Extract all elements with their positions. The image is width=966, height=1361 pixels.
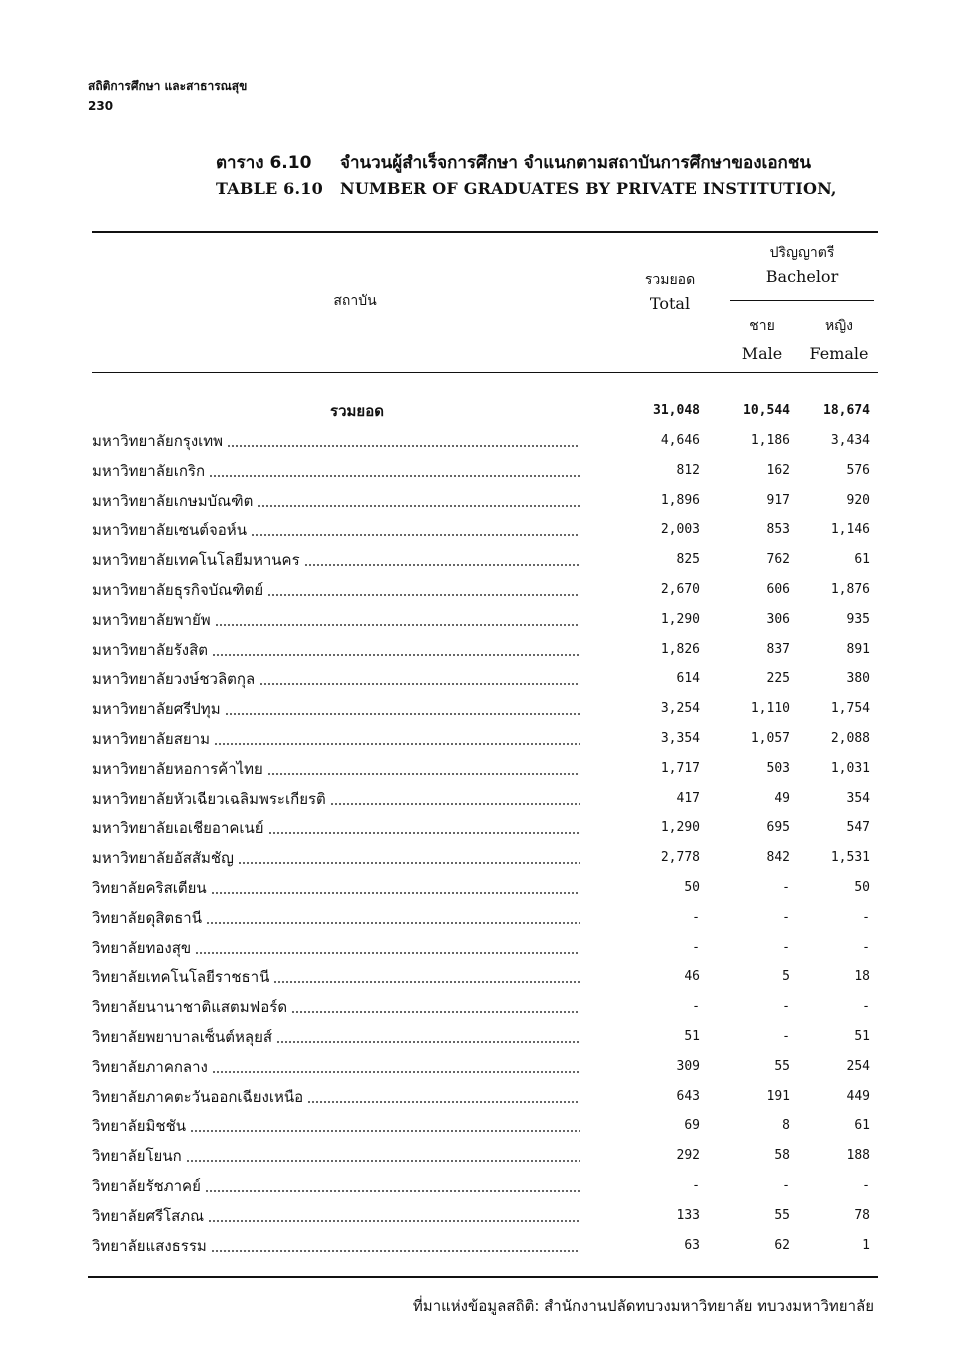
dot-leader bbox=[307, 1101, 580, 1103]
total-header bbox=[620, 268, 720, 316]
institution-name bbox=[92, 456, 580, 486]
table-row bbox=[0, 724, 966, 754]
female-cell: 18 bbox=[854, 969, 870, 985]
running-title: สถิติการศึกษา และสาธารณสุข bbox=[88, 79, 248, 93]
bachelor-underline-rule bbox=[730, 300, 874, 301]
institution-name-text: วิทยาลัยทองสุข bbox=[92, 938, 192, 957]
page-number: 230 bbox=[88, 99, 114, 113]
total-header-thai: รวมยอด bbox=[644, 272, 696, 288]
total-cell: 417 bbox=[676, 790, 700, 806]
institution-name-text: วิทยาลัยดุสิตธานี bbox=[92, 908, 202, 927]
total-header-english: Total bbox=[649, 294, 691, 313]
female-header-english: Female bbox=[809, 344, 869, 363]
institution-name-text: วิทยาลัยมิชชัน bbox=[92, 1117, 187, 1136]
dot-leader bbox=[195, 952, 580, 954]
male-header-thai: ชาย bbox=[749, 318, 775, 334]
female-cell: 1,146 bbox=[830, 522, 870, 538]
table-row bbox=[0, 873, 966, 903]
female-cell: 935 bbox=[846, 611, 870, 627]
institution-name-text: วิทยาลัยโยนก bbox=[92, 1147, 182, 1166]
total-cell: 133 bbox=[676, 1207, 700, 1223]
title-english bbox=[216, 176, 896, 202]
bachelor-header-thai: ปริญญาตรี bbox=[769, 245, 835, 261]
institution-name-text: มหาวิทยาลัยเซนต์จอห์น bbox=[92, 521, 247, 540]
total-cell: 2,003 bbox=[660, 522, 700, 538]
table-row bbox=[0, 694, 966, 724]
total-cell: 2,778 bbox=[660, 850, 700, 866]
female-cell: 1,031 bbox=[830, 760, 870, 776]
total-cell: - bbox=[692, 1178, 700, 1193]
title-thai-text: จำนวนผู้สำเร็จการศึกษา จำแนกตามสถาบันการศึกษาของเอกชน bbox=[340, 153, 812, 173]
male-cell: 49 bbox=[774, 790, 790, 806]
institution-name bbox=[92, 843, 580, 873]
total-row-male: 10,544 bbox=[743, 403, 790, 418]
female-cell: 380 bbox=[846, 671, 870, 687]
bachelor-header-english: Bachelor bbox=[765, 267, 839, 286]
institution-name bbox=[92, 486, 580, 516]
dot-leader bbox=[206, 922, 580, 924]
institution-name-text: มหาวิทยาลัยศรีปทุม bbox=[92, 700, 221, 719]
male-cell: 1,057 bbox=[750, 731, 790, 746]
total-cell: 3,354 bbox=[660, 731, 700, 746]
dot-leader bbox=[215, 624, 580, 626]
female-cell: 1,531 bbox=[830, 850, 870, 866]
total-cell: 1,290 bbox=[660, 611, 700, 627]
male-cell: 837 bbox=[766, 641, 790, 657]
total-cell: 643 bbox=[676, 1088, 700, 1104]
total-cell: 69 bbox=[684, 1118, 700, 1134]
male-cell: 503 bbox=[766, 760, 790, 776]
table-bottom-rule bbox=[88, 1276, 878, 1278]
title-thai bbox=[216, 150, 896, 176]
institution-name bbox=[92, 784, 580, 814]
dot-leader bbox=[211, 892, 580, 894]
dot-leader bbox=[291, 1011, 580, 1013]
table-row bbox=[0, 426, 966, 456]
institution-name-text: มหาวิทยาลัยวงษ์ชวลิตกุล bbox=[92, 670, 256, 689]
total-cell: 825 bbox=[676, 552, 700, 568]
institution-name bbox=[92, 575, 580, 605]
institution-name bbox=[92, 694, 580, 724]
institution-name bbox=[92, 873, 580, 903]
total-cell: 812 bbox=[676, 462, 700, 478]
institution-name bbox=[92, 1201, 580, 1231]
table-row bbox=[0, 1022, 966, 1052]
dot-leader bbox=[225, 713, 580, 715]
male-cell: 1,110 bbox=[750, 701, 790, 717]
table-title bbox=[216, 150, 896, 202]
female-cell: - bbox=[862, 909, 870, 925]
table-row bbox=[0, 1231, 966, 1261]
female-cell: 78 bbox=[854, 1207, 870, 1223]
male-cell: 842 bbox=[766, 850, 790, 866]
institution-name bbox=[92, 426, 580, 456]
male-cell: 225 bbox=[766, 671, 790, 687]
table-label-thai: ตาราง 6.10 bbox=[216, 153, 312, 173]
female-cell: 920 bbox=[846, 492, 870, 508]
institution-header: สถาบัน bbox=[333, 293, 377, 309]
female-cell: 1 bbox=[862, 1237, 870, 1253]
male-cell: - bbox=[782, 999, 790, 1015]
male-cell: 1,186 bbox=[750, 433, 790, 448]
dot-leader bbox=[304, 564, 580, 566]
total-row bbox=[0, 396, 966, 426]
institution-name bbox=[92, 724, 580, 754]
institution-name bbox=[92, 1171, 580, 1201]
table-row bbox=[0, 575, 966, 605]
female-cell: 547 bbox=[846, 820, 870, 836]
male-header bbox=[728, 312, 796, 368]
institution-name-text: วิทยาลัยรัชภาคย์ bbox=[92, 1177, 201, 1195]
dot-leader bbox=[227, 445, 580, 447]
table-row bbox=[0, 1082, 966, 1112]
dot-leader bbox=[212, 654, 580, 656]
dot-leader bbox=[238, 862, 580, 864]
institution-name bbox=[92, 813, 580, 843]
male-cell: 55 bbox=[774, 1058, 790, 1074]
dot-leader bbox=[251, 534, 580, 536]
dot-leader bbox=[257, 505, 580, 507]
dot-leader bbox=[267, 594, 580, 596]
total-cell: 50 bbox=[684, 880, 700, 895]
institution-name bbox=[92, 992, 580, 1022]
institution-name bbox=[92, 1052, 580, 1082]
female-header-thai: หญิง bbox=[825, 318, 853, 334]
dot-leader bbox=[259, 683, 580, 685]
table-row bbox=[0, 933, 966, 963]
female-cell: 188 bbox=[846, 1148, 870, 1164]
female-cell: - bbox=[862, 999, 870, 1015]
institution-name bbox=[92, 1082, 580, 1112]
total-cell: 63 bbox=[684, 1237, 700, 1253]
male-cell: 8 bbox=[782, 1118, 790, 1134]
table-row bbox=[0, 1201, 966, 1231]
table-row bbox=[0, 486, 966, 516]
total-row-total: 31,048 bbox=[653, 403, 700, 418]
institution-name-text: มหาวิทยาลัยเอเชียอาคเนย์ bbox=[92, 819, 264, 838]
institution-name bbox=[92, 545, 580, 575]
total-cell: - bbox=[692, 939, 700, 955]
dot-leader bbox=[214, 743, 580, 745]
male-cell: 162 bbox=[766, 462, 790, 478]
institution-name bbox=[92, 933, 580, 963]
table-row bbox=[0, 813, 966, 843]
total-cell: 2,670 bbox=[660, 582, 700, 597]
total-cell: - bbox=[692, 999, 700, 1015]
total-row-label: รวมยอด bbox=[330, 402, 384, 420]
institution-name-text: มหาวิทยาลัยหอการค้าไทย bbox=[92, 759, 263, 778]
institution-name-text: มหาวิทยาลัยเทคโนโลยีมหานคร bbox=[92, 551, 300, 570]
female-cell: 61 bbox=[854, 1118, 870, 1134]
institution-name-text: มหาวิทยาลัยรังสิต bbox=[92, 640, 208, 659]
female-cell: 2,088 bbox=[830, 731, 870, 746]
table-row bbox=[0, 635, 966, 665]
total-cell: 46 bbox=[684, 969, 700, 985]
table-row bbox=[0, 456, 966, 486]
male-header-english: Male bbox=[741, 344, 783, 363]
male-cell: 695 bbox=[766, 820, 790, 836]
female-cell: - bbox=[862, 939, 870, 955]
female-cell: 50 bbox=[854, 880, 870, 895]
total-cell: 309 bbox=[676, 1058, 700, 1074]
female-cell: - bbox=[862, 1178, 870, 1193]
female-cell: 576 bbox=[846, 462, 870, 478]
institution-name-text: วิทยาลัยเทคโนโลยีราชธานี bbox=[92, 968, 270, 987]
dot-leader bbox=[276, 1041, 580, 1043]
male-cell: 191 bbox=[766, 1088, 790, 1104]
dot-leader bbox=[190, 1130, 580, 1132]
dot-leader bbox=[267, 773, 580, 775]
female-cell: 51 bbox=[854, 1029, 870, 1044]
male-cell: 58 bbox=[774, 1148, 790, 1164]
institution-name bbox=[92, 1022, 580, 1052]
institution-name-text: มหาวิทยาลัยหัวเฉียวเฉลิมพระเกียรติ bbox=[92, 789, 326, 808]
dot-leader bbox=[268, 832, 580, 834]
table-row bbox=[0, 605, 966, 635]
table-row bbox=[0, 664, 966, 694]
table-row bbox=[0, 843, 966, 873]
male-cell: - bbox=[782, 939, 790, 955]
total-cell: 1,717 bbox=[660, 760, 700, 776]
institution-name-text: มหาวิทยาลัยกรุงเทพ bbox=[92, 432, 224, 450]
male-cell: - bbox=[782, 880, 790, 895]
institution-name bbox=[92, 754, 580, 784]
institution-name bbox=[92, 605, 580, 635]
table-row bbox=[0, 1052, 966, 1082]
table-row bbox=[0, 754, 966, 784]
male-cell: 606 bbox=[766, 582, 790, 597]
female-cell: 3,434 bbox=[830, 433, 870, 448]
institution-name bbox=[92, 1231, 580, 1261]
institution-name-text: มหาวิทยาลัยเกษมบัณฑิต bbox=[92, 491, 254, 510]
male-cell: - bbox=[782, 1029, 790, 1044]
table-row bbox=[0, 962, 966, 992]
total-cell: 292 bbox=[676, 1148, 700, 1164]
institution-name bbox=[92, 1141, 580, 1171]
female-cell: 61 bbox=[854, 552, 870, 568]
total-cell: 1,290 bbox=[660, 820, 700, 836]
institution-name-text: มหาวิทยาลัยธุรกิจบัณฑิตย์ bbox=[92, 581, 264, 599]
dot-leader bbox=[208, 1220, 580, 1222]
institution-name-text: วิทยาลัยพยาบาลเซ็นต์หลุยส์ bbox=[92, 1028, 273, 1046]
institution-name-text: มหาวิทยาลัยพายัพ bbox=[92, 610, 211, 629]
table-row bbox=[0, 1111, 966, 1141]
dot-leader bbox=[186, 1160, 580, 1162]
total-cell: 1,896 bbox=[660, 492, 700, 508]
female-cell: 354 bbox=[846, 790, 870, 806]
institution-name-text: วิทยาลัยศรีโสภณ bbox=[92, 1206, 205, 1225]
dot-leader bbox=[205, 1190, 580, 1192]
table-row bbox=[0, 545, 966, 575]
male-cell: 306 bbox=[766, 611, 790, 627]
female-cell: 254 bbox=[846, 1058, 870, 1074]
female-cell: 891 bbox=[846, 641, 870, 657]
male-cell: 917 bbox=[766, 492, 790, 508]
male-cell: 853 bbox=[766, 522, 790, 538]
institution-name-text: วิทยาลัยคริสเตียน bbox=[92, 879, 207, 897]
total-cell: 1,826 bbox=[660, 641, 700, 657]
male-cell: 62 bbox=[774, 1237, 790, 1253]
dot-leader bbox=[273, 981, 580, 983]
table-label-english: TABLE 6.10 bbox=[216, 179, 323, 198]
institution-name-text: มหาวิทยาลัยเกริก bbox=[92, 461, 206, 480]
female-cell: 1,754 bbox=[830, 701, 870, 717]
dot-leader bbox=[212, 1071, 580, 1073]
male-cell: 55 bbox=[774, 1207, 790, 1223]
total-cell: - bbox=[692, 909, 700, 925]
institution-name-text: วิทยาลัยนานาชาติแสตมฟอร์ด bbox=[92, 998, 288, 1017]
title-english-text: NUMBER OF GRADUATES BY PRIVATE INSTITUTION, bbox=[340, 179, 837, 198]
dot-leader bbox=[211, 1250, 580, 1252]
table-row bbox=[0, 1171, 966, 1201]
table-row bbox=[0, 784, 966, 814]
male-cell: - bbox=[782, 909, 790, 925]
institution-name-text: วิทยาลัยภาคกลาง bbox=[92, 1057, 208, 1076]
institution-name bbox=[92, 962, 580, 992]
institution-name-text: วิทยาลัยแสงธรรม bbox=[92, 1236, 207, 1255]
dot-leader bbox=[209, 475, 580, 477]
institution-name-text: มหาวิทยาลัยสยาม bbox=[92, 730, 210, 748]
institution-name bbox=[92, 515, 580, 545]
total-cell: 3,254 bbox=[660, 701, 700, 717]
running-header bbox=[88, 76, 247, 116]
female-header bbox=[802, 312, 876, 368]
table-row bbox=[0, 515, 966, 545]
female-cell: 449 bbox=[846, 1088, 870, 1104]
table-row bbox=[0, 1141, 966, 1171]
total-cell: 614 bbox=[676, 671, 700, 687]
total-cell: 51 bbox=[684, 1029, 700, 1044]
table-top-rule bbox=[92, 231, 878, 233]
female-cell: 1,876 bbox=[830, 582, 870, 597]
bachelor-header bbox=[730, 241, 874, 289]
total-row-female: 18,674 bbox=[823, 403, 870, 418]
institution-name-text: มหาวิทยาลัยอัสสัมชัญ bbox=[92, 849, 234, 868]
institution-name bbox=[92, 664, 580, 694]
male-cell: 762 bbox=[766, 552, 790, 568]
male-cell: 5 bbox=[782, 969, 790, 985]
table-row bbox=[0, 903, 966, 933]
total-cell: 4,646 bbox=[660, 433, 700, 448]
header-bottom-rule bbox=[92, 372, 878, 373]
male-cell: - bbox=[782, 1178, 790, 1193]
source-note: ที่มาแห่งข้อมูลสถิติ: สำนักงานปลัดทบวงมหาวิทยาลัย ทบวงมหาวิทยาลัย bbox=[412, 1297, 874, 1315]
dot-leader bbox=[330, 803, 580, 805]
institution-name bbox=[92, 635, 580, 665]
table-row bbox=[0, 992, 966, 1022]
institution-name bbox=[92, 1111, 580, 1141]
institution-name-text: วิทยาลัยภาคตะวันออกเฉียงเหนือ bbox=[92, 1087, 304, 1106]
institution-name bbox=[92, 903, 580, 933]
